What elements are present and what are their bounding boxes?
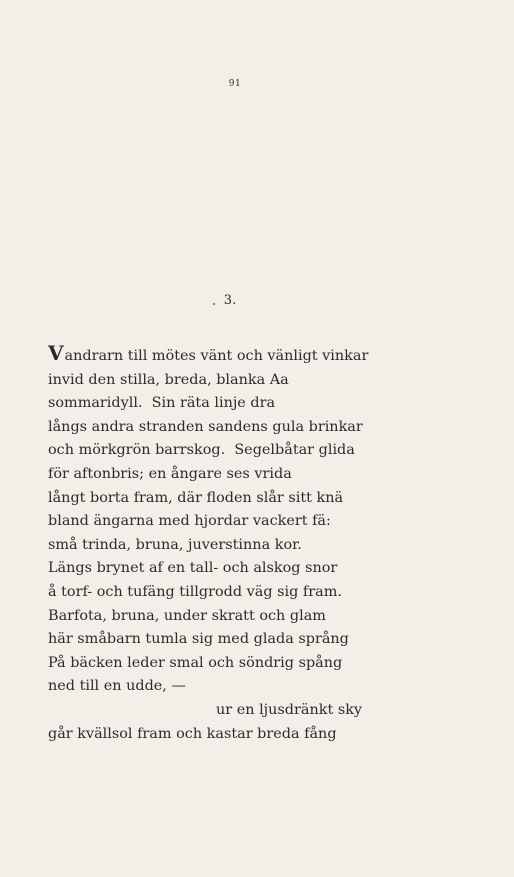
poem-line-1 <box>48 343 488 369</box>
poem-line-8: bland ängarna med hjordar vackert fä: <box>48 513 331 530</box>
poem-line-6: för aftonbris; en ångare ses vrida <box>48 465 292 482</box>
poem-line-10: Längs brynet af en tall- och alskog snor <box>48 560 338 577</box>
poem-text <box>48 343 488 746</box>
drop-cap-initial: V <box>48 341 64 365</box>
poem-line-4: långs andra stranden sandens gula brinkar <box>48 418 363 435</box>
poem-line-13: här småbarn tumla sig med glada språng <box>48 631 349 648</box>
poem-line-11: å torf- och tufäng tillgrodd väg sig fram. <box>48 583 342 600</box>
poem-line-5: och mörkgrön barrskog. Segelbåtar glida <box>48 442 355 459</box>
page-number: 91 <box>228 79 242 89</box>
poem-line-14: På bäcken leder smal och söndrig spång <box>48 654 343 671</box>
poem-line-1-text: andrarn till mötes vänt och vänligt vinkar <box>64 348 369 364</box>
poem-line-16-indented: ur en ljusdränkt sky <box>216 701 363 718</box>
poem-line-2: invid den stilla, breda, blanka Aa <box>48 371 289 388</box>
poem-line-15: ned till en udde, — <box>48 678 186 695</box>
poem-line-17: går kvällsol fram och kastar breda fång <box>48 725 337 742</box>
poem-line-7: långt borta fram, där floden slår sitt knä <box>48 489 344 506</box>
poem-line-12: Barfota, bruna, under skratt och glam <box>48 607 326 624</box>
poem-line-9: små trinda, bruna, juverstinna kor. <box>48 536 302 553</box>
poem-line-3: sommaridyll. Sin räta linje dra <box>48 395 276 412</box>
section-number: 3. <box>223 293 237 308</box>
